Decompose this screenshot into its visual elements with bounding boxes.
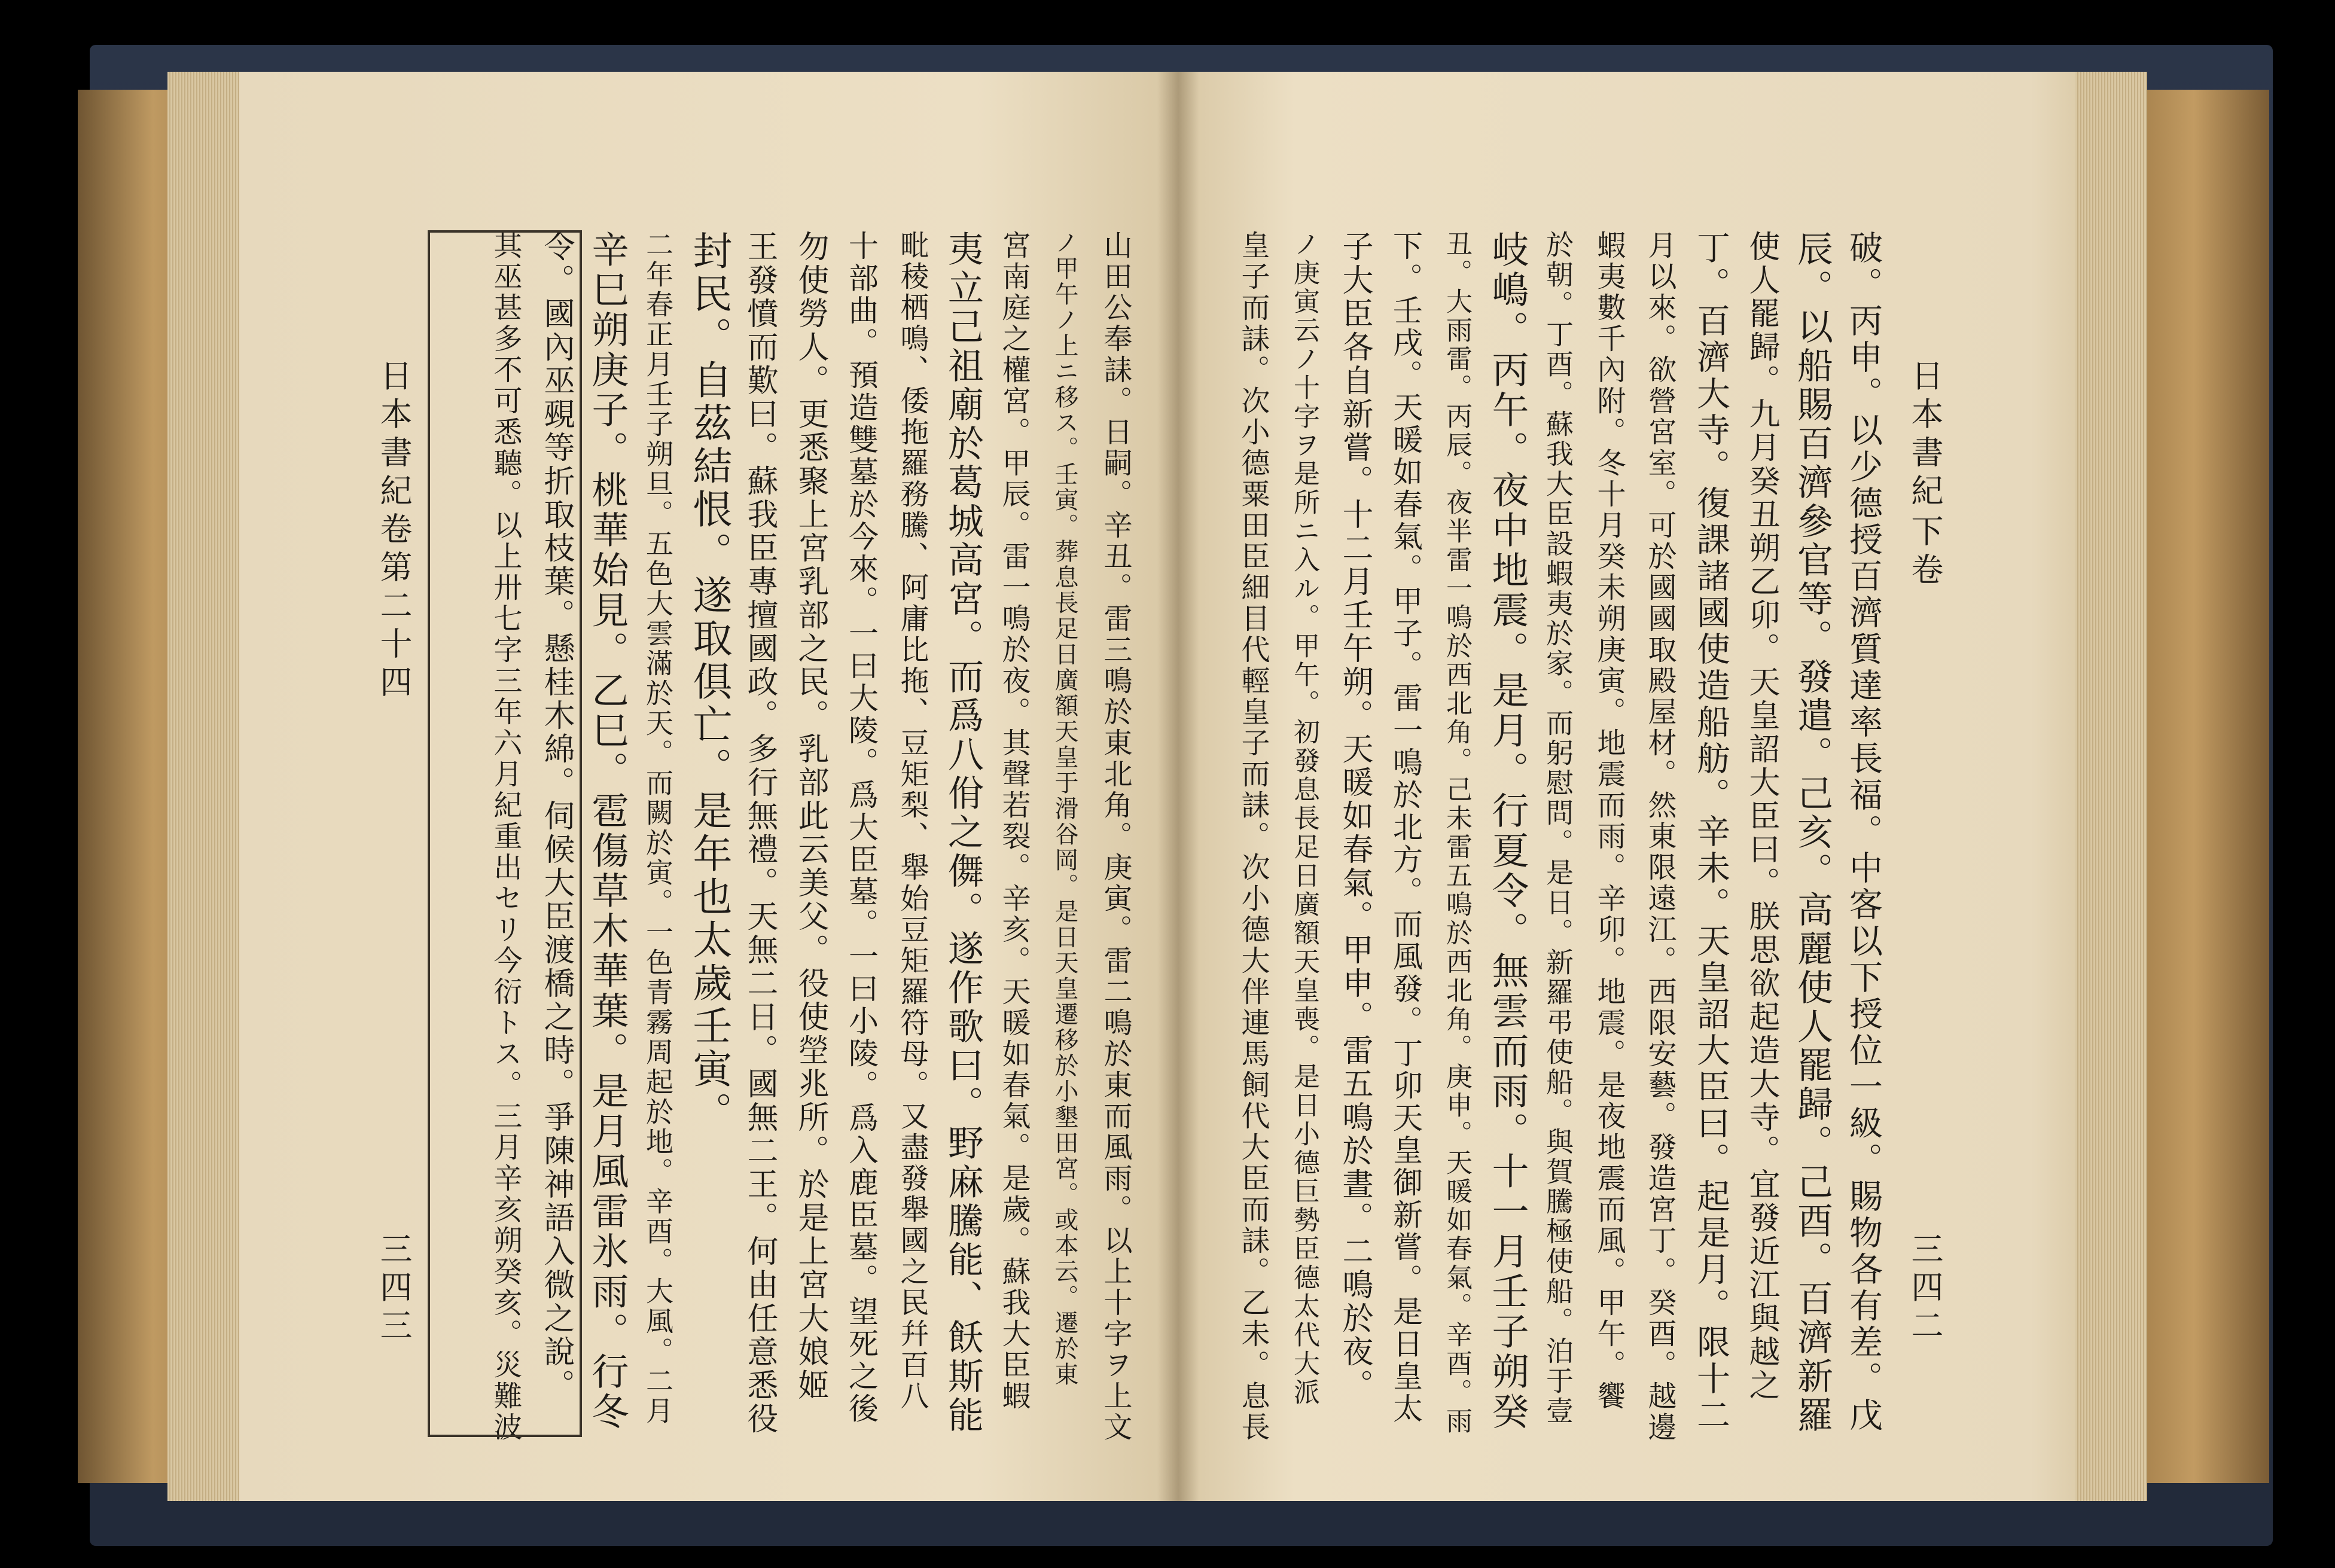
left-column: 山田公奉誄。日嗣。辛丑。雷三鳴於東北角。庚寅。雷二鳴於東而風雨。以上十字ヲ上文 — [1099, 230, 1132, 1443]
right-column: 岐嶋。丙午。夜中地震。是月。行夏令。無雲而雨。十一月壬子朔癸 — [1486, 230, 1529, 1432]
right-column: 丑。大雨雷。丙辰。夜半雷一鳴於西北角。己未雷五鳴於西北角。庚申。天暖如春氣。辛酉。雨 — [1441, 230, 1472, 1436]
right-column: ノ庚寅云ノ十字ヲ是所ニ入ル。甲午。初發息長足日廣額天皇喪。是日小德巨勢臣德太代大派 — [1289, 230, 1319, 1407]
right-column: 破。丙申。以少德授百濟質達率長福。中客以下授位一級。賜物各有差。戊 — [1844, 230, 1883, 1434]
left-column: 王發憤而歎曰。蘇我臣專擅國政。多行無禮。天無二日。國無二王。何由任意悉役 — [742, 230, 778, 1436]
left-column: 二年春正月壬子朔旦。五色大雲滿於天。而闕於寅。一色青霧周起於地。辛酉。大風。二月 — [642, 230, 674, 1426]
right-running-title: 日本書紀 — [1906, 359, 1944, 512]
left-column: 毗稜栖鳴、倭拖羅務騰、阿庸比拖、豆矩梨、舉始豆矩羅符母。又盡發舉國之民幷百八 — [895, 230, 929, 1412]
right-column: 子大臣各自新嘗。十二月壬午朔。天暖如春氣。甲申。雷五鳴於晝。二鳴於夜。 — [1337, 230, 1373, 1402]
right-column: 下。壬戌。天暖如春氣。甲子。雷一鳴於北方。而風發。丁卯天皇御新嘗。是日皇太 — [1388, 230, 1423, 1425]
right-page-number: 三四二 — [1906, 1232, 1944, 1347]
left-column: 其巫甚多不可悉聽。以上卅七字三年六月紀重出セリ今衍トス。三月辛亥朔癸亥。災難波 — [489, 230, 522, 1443]
book-gutter — [1157, 72, 1199, 1501]
right-column: 皇子而誄。次小德粟田臣細目代輕皇子而誄。次小德大伴連馬飼代大臣而誄。乙未。息長 — [1236, 230, 1270, 1443]
left-column: 勿使勞人。更悉聚上宮乳部之民。乳部此云美父。役使塋兆所。於是上宮大娘姬 — [792, 230, 828, 1402]
left-fore-edge — [167, 72, 239, 1501]
right-column: 丁。百濟大寺。復課諸國使造船舫。辛未。天皇詔大臣曰。起是月。限十二 — [1691, 230, 1730, 1434]
left-running-title: 日本書紀卷第二十四 — [375, 359, 413, 703]
right-column: 於朝。丁酉。蘇我大臣設蝦夷於家。而躬慰問。是日。新羅弔使船。與賀騰極使船。泊于壹 — [1542, 230, 1574, 1426]
right-column: 使人罷歸。九月癸丑朔乙卯。天皇詔大臣曰。朕思欲起造大寺。宜發近江與越之 — [1743, 230, 1779, 1402]
right-fore-edge — [2075, 72, 2147, 1501]
left-column: 夷立己祖廟於葛城高宮。而爲八佾之儛。遂作歌曰。野麻騰能、飫斯能 — [942, 230, 984, 1435]
right-page-stack — [2144, 90, 2269, 1483]
left-column: 令。國內巫覡等折取枝葉。懸桂木綿。伺候大臣渡橋之時。爭陳神語入微之說。 — [538, 230, 574, 1402]
right-volume-label: 下卷 — [1906, 514, 1944, 591]
left-page-number: 三四三 — [375, 1232, 413, 1347]
left-column: 封民。自茲結恨。遂取俱亡。是年也太歲壬寅。 — [686, 230, 732, 1134]
left-column: 辛巳朔庚子。桃華始見。乙巳。雹傷草木華葉。是月風雷氷雨。行冬 — [586, 230, 629, 1432]
left-column: 十部曲。預造雙墓於今來。一曰大陵。爲大臣墓。一曰小陵。爲入鹿臣墓。望死之後 — [844, 230, 879, 1425]
right-column: 辰。以船賜百濟參官等。發遣。己亥。高麗使人罷歸。己酉。百濟新羅 — [1791, 230, 1833, 1435]
right-column: 月以來。欲營宮室。可於國國取殿屋材。然東限遠江。西限安藝。發造宮丁。癸酉。越邊 — [1643, 230, 1676, 1443]
left-column: ノ甲午ノ上ニ移ス。壬寅。葬息長足日廣額天皇于滑谷岡。是日天皇遷移於小墾田宮。或本云。遷於東 — [1051, 230, 1078, 1387]
bracketed-note-frame — [428, 230, 582, 1437]
right-column: 蝦夷數千內附。冬十月癸未朔庚寅。地震而雨。辛卯。地震。是夜地震而風。甲午。饗 — [1592, 230, 1626, 1412]
left-column: 宮南庭之權宮。甲辰。雷一鳴於夜。其聲若裂。辛亥。天暖如春氣。是歲。蘇我大臣蝦 — [997, 230, 1031, 1412]
